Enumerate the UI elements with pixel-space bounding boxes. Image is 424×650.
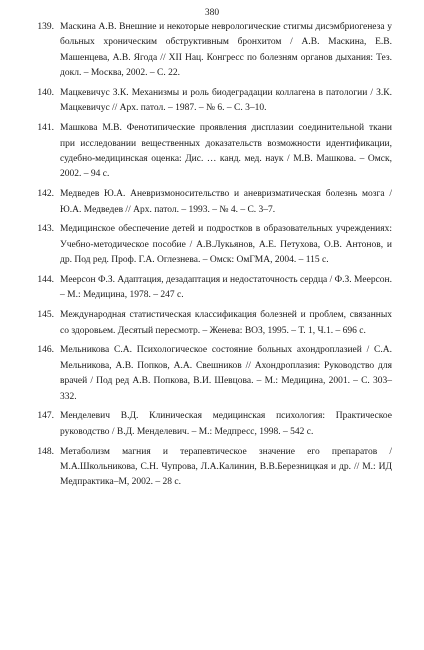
reference-number: 148. — [37, 446, 54, 457]
reference-entry — [34, 187, 392, 218]
reference-number: 142. — [37, 189, 54, 200]
reference-text: Машкова М.В. Фенотипические проявления дисплазии соединительной ткани при исследовании вещественных доказательств возможности идентификации, судебно-медицинская оценка: Дис. … канд. мед. наук / М.В. Машкова. – Омск, 2002. – 94 с. — [60, 123, 392, 180]
reference-number: 143. — [37, 224, 54, 235]
reference-number: 139. — [37, 22, 54, 32]
reference-number: 141. — [37, 123, 54, 134]
reference-list — [34, 20, 392, 495]
reference-number: 140. — [37, 88, 54, 99]
page-number: 380 — [204, 8, 220, 18]
reference-entry — [34, 409, 392, 440]
reference-text: Метаболизм магния и терапевтическое значение его препаратов / М.А.Школьникова, С.Н. Чупрова, Л.А.Калинин, В.В.Березницкая и др. // М.: ИД Медпрактика–М, 2002. – 28 с. — [60, 446, 392, 488]
reference-entry — [34, 445, 392, 491]
reference-number: 144. — [37, 275, 54, 286]
reference-text: Маскина А.В. Внешние и некоторые неврологические стигмы дисэмбриогенеза у больных хроническим обструктивным бронхитом / А.В. Маскина, Е.В. Машенцева, А.В. Ягода // XII Нац. Конгресс по болезням органов дыхания: Тез. докл. – Москва, 2002. – С. 22. — [60, 22, 392, 79]
reference-text: Меерсон Ф.З. Адаптация, дезадаптация и недостаточность сердца / Ф.З. Меерсон. – М.: Медицина, 1978. – 247 с. — [60, 275, 392, 301]
reference-number: 147. — [37, 411, 54, 422]
reference-entry — [34, 222, 392, 268]
reference-text: Мацкевичус З.К. Механизмы и роль биодеградации коллагена в патологии / З.К. Мацкевичус // Арх. патол. – 1987. – № 6. – С. 3–10. — [60, 88, 392, 114]
reference-text: Медведев Ю.А. Аневризмоносительство и аневризматическая болезнь мозга / Ю.А. Медведев // Арх. патол. – 1993. – № 4. – С. 3–7. — [60, 189, 392, 215]
reference-text: Международная статистическая классификация болезней и проблем, связанных со здоровьем. Десятый пересмотр. – Женева: ВОЗ, 1995. – Т. 1, Ч.1. – 696 с. — [60, 310, 392, 336]
reference-entry — [34, 308, 392, 339]
reference-number: 146. — [37, 345, 54, 356]
reference-text: Медицинское обеспечение детей и подростков в образовательных учреждениях: Учебно-методическое пособие / А.В.Лукьянов, А.Е. Петухова, О.В. Антонов, и др. Под ред. Проф. Г.А. Оглезнева. – Омск: ОмГМА, 2004. – 115 с. — [60, 224, 392, 266]
reference-entry — [34, 86, 392, 117]
reference-entry — [34, 20, 392, 82]
reference-entry — [34, 343, 392, 405]
reference-entry — [34, 273, 392, 304]
reference-entry — [34, 121, 392, 183]
reference-text: Мельникова С.А. Психологическое состояние больных ахондроплазией / С.А. Мельникова, А.В. Попков, А.А. Свешников // Ахондроплазия: Руководство для врачей / Под ред А.В. Попкова, В.И. Шевцова. – М.: Медицина, 2001. – С. 303–332. — [60, 345, 392, 402]
reference-number: 145. — [37, 310, 54, 321]
reference-text: Менделевич В.Д. Клиническая медицинская психология: Практическое руководство / В.Д. Менделевич. – М.: Медпресс, 1998. – 542 с. — [60, 411, 392, 437]
